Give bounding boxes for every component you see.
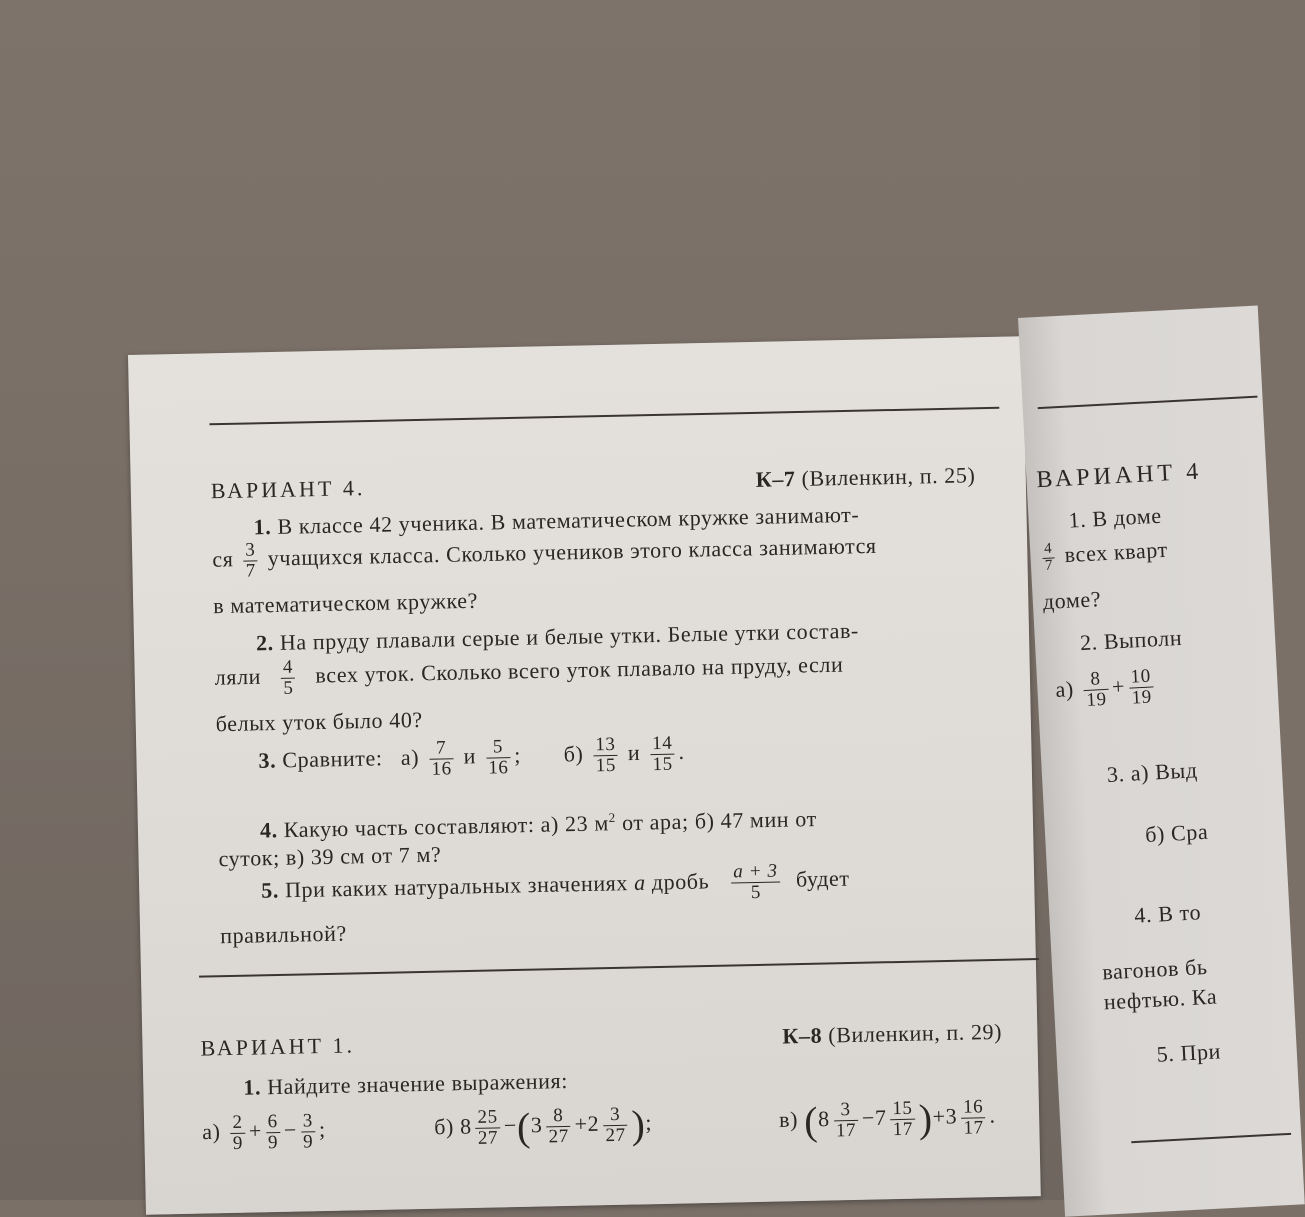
problem1-line2: ся $\frac{3}{7}$ учащихся класса. Сколько учеников этого класса занимаются <box>212 532 877 582</box>
left-book-page <box>128 336 1041 1215</box>
right-variant-title: ВАРИАНТ 4 <box>1035 458 1203 494</box>
variant1-problem1: 1. Найдите значение выражения: <box>243 1067 569 1100</box>
fraction: $\frac{7}{16}$ <box>431 737 452 780</box>
right-line-9: вагонов бь <box>1101 953 1209 985</box>
expression-b: б) 8 $\frac{25}{27}$ −(3 $\frac{8}{27}$ +2 $\frac{3}{27}$ ); <box>433 1101 653 1150</box>
fraction: $\frac{13}{15}$ <box>595 733 617 777</box>
right-line-11: 5. При <box>1156 1038 1222 1067</box>
fraction: $\frac{3}{27}$ <box>605 1103 626 1147</box>
problem2-line3: белых уток было 40? <box>215 706 424 737</box>
fraction: $\frac{8}{19}$ <box>1085 668 1108 711</box>
right-book-page <box>1018 305 1305 1216</box>
problem3-line: 3. Сравните: а) $\frac{7}{16}$ и $\frac{5}{16}$ ; б) $\frac{13}{15}$ и $\frac{14}{15}$ . <box>258 732 685 780</box>
fraction: $\frac{a + 3}{5}$ <box>731 861 780 903</box>
right-line-4: 2. Выполн <box>1079 624 1183 656</box>
right-line-7: б) Сра <box>1144 818 1209 848</box>
fraction: $\frac{3}{17}$ <box>835 1099 857 1142</box>
right-line-8: 4. В то <box>1133 899 1202 928</box>
expression-a: а) $\frac{2}{9}$ + $\frac{6}{9}$ − $\frac{3}{9}$ ; <box>202 1110 326 1154</box>
variant4-code: К–7 (Виленкин, п. 25) <box>755 462 976 492</box>
variant4-title: ВАРИАНТ 4. <box>210 475 366 504</box>
fraction: $\frac{4}{5}$ <box>282 656 294 699</box>
fraction: $\frac{3}{7}$ <box>245 539 257 582</box>
problem2-line1: 2. На пруду плавали серые и белые утки. Белые утки состав- <box>255 617 860 656</box>
right-line-2: $\frac{4}{7}$ всех кварт <box>1043 536 1169 574</box>
problem2-line2: ляли $\frac{4}{5}$ всех уток. Сколько всего уток плавало на пруду, если <box>214 651 844 699</box>
right-bottom-divider <box>1131 1133 1291 1143</box>
fraction: $\frac{2}{9}$ <box>232 1111 244 1154</box>
fraction: $\frac{10}{19}$ <box>1130 665 1153 709</box>
fraction: $\frac{8}{27}$ <box>548 1105 570 1148</box>
problem1-line1: 1. В классе 42 ученика. В математическом кружке занимают- <box>253 501 860 540</box>
problem4-line2: суток; в) 39 см от 7 м? <box>218 841 442 872</box>
right-line-10: нефтью. Ка <box>1103 983 1218 1015</box>
problem5-line2: правильной? <box>219 920 348 949</box>
fraction: $\frac{15}{17}$ <box>892 1097 914 1141</box>
fraction: $\frac{16}{17}$ <box>962 1096 984 1139</box>
right-line-3: доме? <box>1042 586 1102 615</box>
fraction: $\frac{14}{15}$ <box>651 732 673 776</box>
right-line-1: 1. В доме <box>1067 502 1163 533</box>
problem4-line1: 4. Какую часть составляют: а) 23 $м^2$ от ара; б) 47 мин от <box>259 806 818 843</box>
fraction: $\frac{25}{27}$ <box>477 1106 499 1149</box>
problem1-line3: в математическом кружке? <box>213 587 479 619</box>
problem5-line1: 5. При каких натуральных значениях a дробь $\frac{a + 3}{5}$ будет <box>260 860 850 904</box>
fraction: $\frac{6}{9}$ <box>267 1111 279 1154</box>
fraction: $\frac{5}{16}$ <box>488 736 509 779</box>
middle-divider <box>199 958 1039 978</box>
variant1-title: ВАРИАНТ 1. <box>200 1032 356 1061</box>
right-line-5: а) $\frac{8}{19}$ + $\frac{10}{19}$ <box>1054 665 1153 711</box>
fraction: $\frac{4}{7}$ <box>1042 541 1056 574</box>
variant1-code: К–8 (Виленкин, п. 29) <box>782 1018 1003 1049</box>
expression-c: в) (8 $\frac{3}{17}$ −7 $\frac{15}{17}$ )+3 $\frac{16}{17}$ . <box>778 1095 996 1144</box>
fraction: $\frac{3}{9}$ <box>302 1110 314 1153</box>
right-line-6: 3. а) Выд <box>1106 757 1199 787</box>
right-top-divider <box>1038 396 1258 410</box>
top-divider <box>209 407 999 426</box>
